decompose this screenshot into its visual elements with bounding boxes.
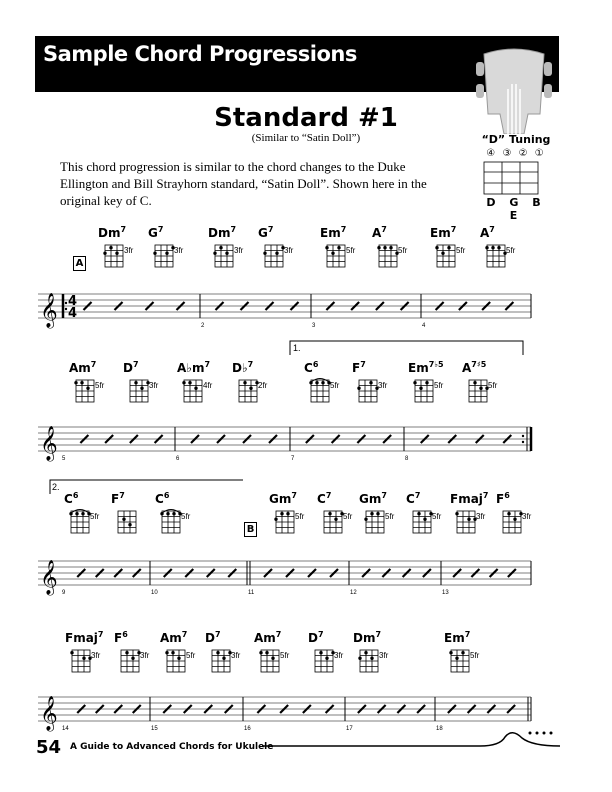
- chord-diagram: [184, 380, 202, 402]
- fret-label: 3fr: [231, 651, 241, 660]
- finger-dot: [213, 252, 216, 255]
- measure-number: 2: [201, 323, 205, 329]
- chord-name: Am$^7$: [160, 630, 188, 645]
- chord-diagram: [71, 511, 89, 533]
- finger-dot: [334, 518, 337, 521]
- fret-label: 5fr: [95, 381, 105, 390]
- fret-label: 3fr: [234, 246, 244, 255]
- finger-dot: [315, 381, 318, 384]
- finger-dot: [455, 512, 458, 515]
- chord-diagram: [366, 511, 384, 533]
- section-title: Sample Chord Progressions: [43, 42, 357, 66]
- chord-name: $C^6$: [304, 360, 319, 375]
- finger-dot: [125, 651, 128, 654]
- chord-diagram: [76, 380, 94, 402]
- finger-dot: [222, 657, 225, 660]
- finger-dot: [507, 512, 510, 515]
- chord-name: Em$^7$: [430, 225, 457, 240]
- finger-dot: [513, 518, 516, 521]
- chord-diagram: [359, 380, 377, 402]
- measure-number: 6: [176, 456, 180, 462]
- fret-label: 3fr: [379, 651, 389, 660]
- chord-name: $A♭m^7$: [177, 360, 211, 375]
- chord-diagram: [121, 650, 139, 672]
- finger-dot: [70, 651, 73, 654]
- finger-dot: [165, 252, 168, 255]
- finger-dot: [383, 246, 386, 249]
- fret-label: 3fr: [522, 512, 532, 521]
- measure-number: 8: [405, 456, 409, 462]
- finger-dot: [265, 651, 268, 654]
- finger-dot: [243, 381, 246, 384]
- finger-dot: [153, 252, 156, 255]
- finger-dot: [473, 381, 476, 384]
- measure-number: 7: [291, 456, 295, 462]
- finger-dot: [325, 657, 328, 660]
- finger-dot: [413, 381, 416, 384]
- chord-name: Gm$^7$: [269, 491, 297, 506]
- finger-dot: [461, 651, 464, 654]
- chord-name: $C^7$: [317, 491, 332, 506]
- fret-label: 3fr: [476, 512, 486, 521]
- fret-label: 4fr: [203, 381, 213, 390]
- fret-label: 5fr: [470, 651, 480, 660]
- chord-diagram: [457, 511, 475, 533]
- finger-dot: [271, 657, 274, 660]
- finger-dot: [435, 246, 438, 249]
- measure-number: 12: [350, 590, 357, 596]
- finger-dot: [337, 246, 340, 249]
- finger-dot: [75, 512, 78, 515]
- finger-dot: [128, 523, 131, 526]
- measure-number: 14: [62, 726, 69, 732]
- finger-dot: [280, 512, 283, 515]
- chord-name: $C^6$: [64, 491, 79, 506]
- fret-label: 2fr: [258, 381, 268, 390]
- finger-dot: [369, 381, 372, 384]
- finger-dot: [455, 657, 458, 660]
- fret-label: 5fr: [343, 512, 353, 521]
- page-number: 54: [36, 737, 62, 758]
- chord-name: $F^6$: [114, 630, 128, 645]
- finger-dot: [377, 246, 380, 249]
- finger-dot: [225, 252, 228, 255]
- rehearsal-mark-a: A: [73, 256, 86, 271]
- chord-name: $D^7$: [205, 630, 221, 645]
- measure-number: 16: [244, 726, 251, 732]
- fret-label: 3fr: [91, 651, 101, 660]
- chord-name: Am$^7$: [254, 630, 282, 645]
- finger-dot: [479, 387, 482, 390]
- chord-name: Gm$^7$: [359, 491, 387, 506]
- fret-label: 5fr: [434, 381, 444, 390]
- time-signature-bottom: 4: [68, 306, 78, 321]
- chord-diagram: [360, 650, 378, 672]
- finger-dot: [80, 381, 83, 384]
- measure-number: 3: [312, 323, 316, 329]
- chord-name: $A^7$: [480, 225, 495, 240]
- staff: [38, 561, 531, 585]
- chord-diagram: [437, 245, 455, 267]
- measure-number: 10: [151, 590, 158, 596]
- chord-name: $C^7$: [406, 491, 421, 506]
- finger-dot: [325, 246, 328, 249]
- finger-dot: [275, 252, 278, 255]
- fret-label: 3fr: [124, 246, 134, 255]
- chord-diagram: [324, 511, 342, 533]
- chord-diagram: [118, 511, 136, 533]
- finger-dot: [172, 512, 175, 515]
- finger-dot: [376, 512, 379, 515]
- chord-name: $F^7$: [111, 491, 125, 506]
- fret-label: 5fr: [295, 512, 305, 521]
- finger-dot: [358, 657, 361, 660]
- fret-label: 5fr: [456, 246, 466, 255]
- finger-dot: [81, 512, 84, 515]
- chord-diagram: [239, 380, 257, 402]
- finger-dot: [115, 252, 118, 255]
- finger-dot: [467, 518, 470, 521]
- finger-dot: [86, 387, 89, 390]
- second-ending-bracket: [50, 480, 243, 494]
- fret-label: 5fr: [280, 651, 290, 660]
- finger-dot: [417, 512, 420, 515]
- tuning-title: “D” Tuning: [481, 133, 551, 146]
- fret-label: 3fr: [334, 651, 344, 660]
- chord-name: Dm$^7$: [98, 225, 127, 240]
- fret-label: 5fr: [432, 512, 442, 521]
- chord-name: $F^6$: [496, 491, 510, 506]
- chord-name: $D^7$: [308, 630, 324, 645]
- chord-diagram: [212, 650, 230, 672]
- fret-label: 5fr: [506, 246, 516, 255]
- finger-dot: [331, 252, 334, 255]
- finger-dot: [134, 381, 137, 384]
- chord-name: Dm$^7$: [353, 630, 382, 645]
- finger-dot: [109, 246, 112, 249]
- barre-arc: [310, 379, 330, 384]
- chord-name: Fmaj$^7$: [65, 630, 104, 645]
- song-title: Standard #1: [214, 103, 398, 133]
- finger-dot: [140, 387, 143, 390]
- finger-dot: [274, 518, 277, 521]
- treble-clef-icon: 𝄞: [40, 696, 58, 731]
- finger-dot: [497, 246, 500, 249]
- time-signature-top: 4: [68, 294, 78, 309]
- chord-diagram: [261, 650, 279, 672]
- fret-label: 5fr: [90, 512, 100, 521]
- barre-arc: [161, 510, 181, 515]
- chord-diagram: [265, 245, 283, 267]
- finger-dot: [449, 651, 452, 654]
- finger-dot: [419, 387, 422, 390]
- finger-dot: [286, 512, 289, 515]
- finger-dot: [364, 518, 367, 521]
- second-ending-label: 2.: [52, 482, 60, 492]
- fret-label: 5fr: [488, 381, 498, 390]
- fret-label: 5fr: [346, 246, 356, 255]
- chord-name: Am$^7$: [69, 360, 97, 375]
- finger-dot: [177, 657, 180, 660]
- finger-dot: [491, 246, 494, 249]
- chord-diagram: [503, 511, 521, 533]
- measure-number: 18: [436, 726, 443, 732]
- finger-dot: [194, 387, 197, 390]
- chord-name: $F^7$: [352, 360, 366, 375]
- first-ending-label: 1.: [293, 343, 301, 353]
- chord-name: $G^7$: [258, 225, 274, 240]
- fret-label: 5fr: [186, 651, 196, 660]
- finger-dot: [447, 246, 450, 249]
- staff: [38, 697, 531, 721]
- treble-clef-icon: 𝄞: [40, 426, 58, 461]
- finger-dot: [103, 252, 106, 255]
- fret-label: 5fr: [385, 512, 395, 521]
- chord-name: $A^{7♯5}$: [462, 360, 487, 375]
- chord-diagram: [105, 245, 123, 267]
- chord-diagram: [415, 380, 433, 402]
- chord-diagram: [130, 380, 148, 402]
- chord-name: Em$^7$: [320, 225, 347, 240]
- chord-name: $C^6$: [155, 491, 170, 506]
- finger-dot: [389, 246, 392, 249]
- measure-number: 9: [62, 590, 66, 596]
- finger-dot: [425, 381, 428, 384]
- finger-dot: [485, 246, 488, 249]
- finger-dot: [171, 651, 174, 654]
- measure-number: 13: [442, 590, 449, 596]
- finger-dot: [441, 252, 444, 255]
- chord-name: Fmaj$^7$: [450, 491, 489, 506]
- chord-name: $Em^{7♭5}$: [408, 360, 444, 375]
- finger-dot: [259, 651, 262, 654]
- staff: [38, 427, 531, 451]
- tuning-string-numbers: ④ ③ ② ①: [486, 148, 546, 159]
- finger-dot: [321, 381, 324, 384]
- chord-diagram: [379, 245, 397, 267]
- finger-dot: [74, 381, 77, 384]
- book-title: A Guide to Advanced Chords for Ukulele: [70, 742, 274, 752]
- song-description: This chord progression is similar to the chord changes to the Duke Ellington and Bill Strayhorn standard, “Satin Doll”. Shown here in the original key of C.: [60, 159, 427, 208]
- staff: [38, 294, 531, 318]
- chord-diagram: [315, 650, 333, 672]
- measure-number: 11: [248, 590, 255, 596]
- measure-number: 17: [346, 726, 353, 732]
- finger-dot: [188, 381, 191, 384]
- finger-dot: [165, 651, 168, 654]
- chord-diagram: [167, 650, 185, 672]
- chord-diagram: [413, 511, 431, 533]
- finger-dot: [370, 657, 373, 660]
- first-ending-bracket: [290, 341, 523, 355]
- finger-dot: [319, 651, 322, 654]
- fret-label: 3fr: [284, 246, 294, 255]
- chord-diagram: [72, 650, 90, 672]
- fret-label: 5fr: [330, 381, 340, 390]
- finger-dot: [328, 512, 331, 515]
- chord-diagram: [451, 650, 469, 672]
- fret-label: 3fr: [174, 246, 184, 255]
- finger-dot: [122, 518, 125, 521]
- chord-name: D♭$^7$: [232, 360, 254, 375]
- measure-number: 4: [422, 323, 426, 329]
- finger-dot: [357, 387, 360, 390]
- chord-diagram: [311, 380, 329, 402]
- finger-dot: [131, 657, 134, 660]
- chord-name: $G^7$: [148, 225, 164, 240]
- chord-diagram: [469, 380, 487, 402]
- treble-clef-icon: 𝄞: [40, 293, 58, 328]
- measure-number: 15: [151, 726, 158, 732]
- finger-dot: [166, 512, 169, 515]
- song-subtitle: (Similar to “Satin Doll”): [251, 132, 361, 144]
- fret-label: 3fr: [140, 651, 150, 660]
- finger-dot: [219, 246, 222, 249]
- fret-label: 5fr: [398, 246, 408, 255]
- rehearsal-mark-b: B: [244, 522, 257, 537]
- treble-clef-icon: 𝄞: [40, 560, 58, 595]
- finger-dot: [216, 651, 219, 654]
- finger-dot: [370, 512, 373, 515]
- chord-diagram: [155, 245, 173, 267]
- finger-dot: [364, 651, 367, 654]
- chord-name: $D^7$: [123, 360, 139, 375]
- finger-dot: [423, 518, 426, 521]
- chord-name: Em$^7$: [444, 630, 471, 645]
- barre-arc: [70, 510, 90, 515]
- chord-diagram: [162, 511, 180, 533]
- fret-label: 3fr: [149, 381, 159, 390]
- finger-dot: [249, 387, 252, 390]
- chord-diagram: [487, 245, 505, 267]
- tuning-notes: D G B E: [486, 196, 546, 222]
- fret-label: 3fr: [378, 381, 388, 390]
- fret-label: 5fr: [181, 512, 191, 521]
- chord-diagram: [276, 511, 294, 533]
- finger-dot: [182, 381, 185, 384]
- finger-dot: [263, 252, 266, 255]
- finger-dot: [82, 657, 85, 660]
- chord-name: Dm$^7$: [208, 225, 237, 240]
- measure-number: 5: [62, 456, 66, 462]
- chord-diagram: [327, 245, 345, 267]
- chord-name: $A^7$: [372, 225, 387, 240]
- chord-diagram: [215, 245, 233, 267]
